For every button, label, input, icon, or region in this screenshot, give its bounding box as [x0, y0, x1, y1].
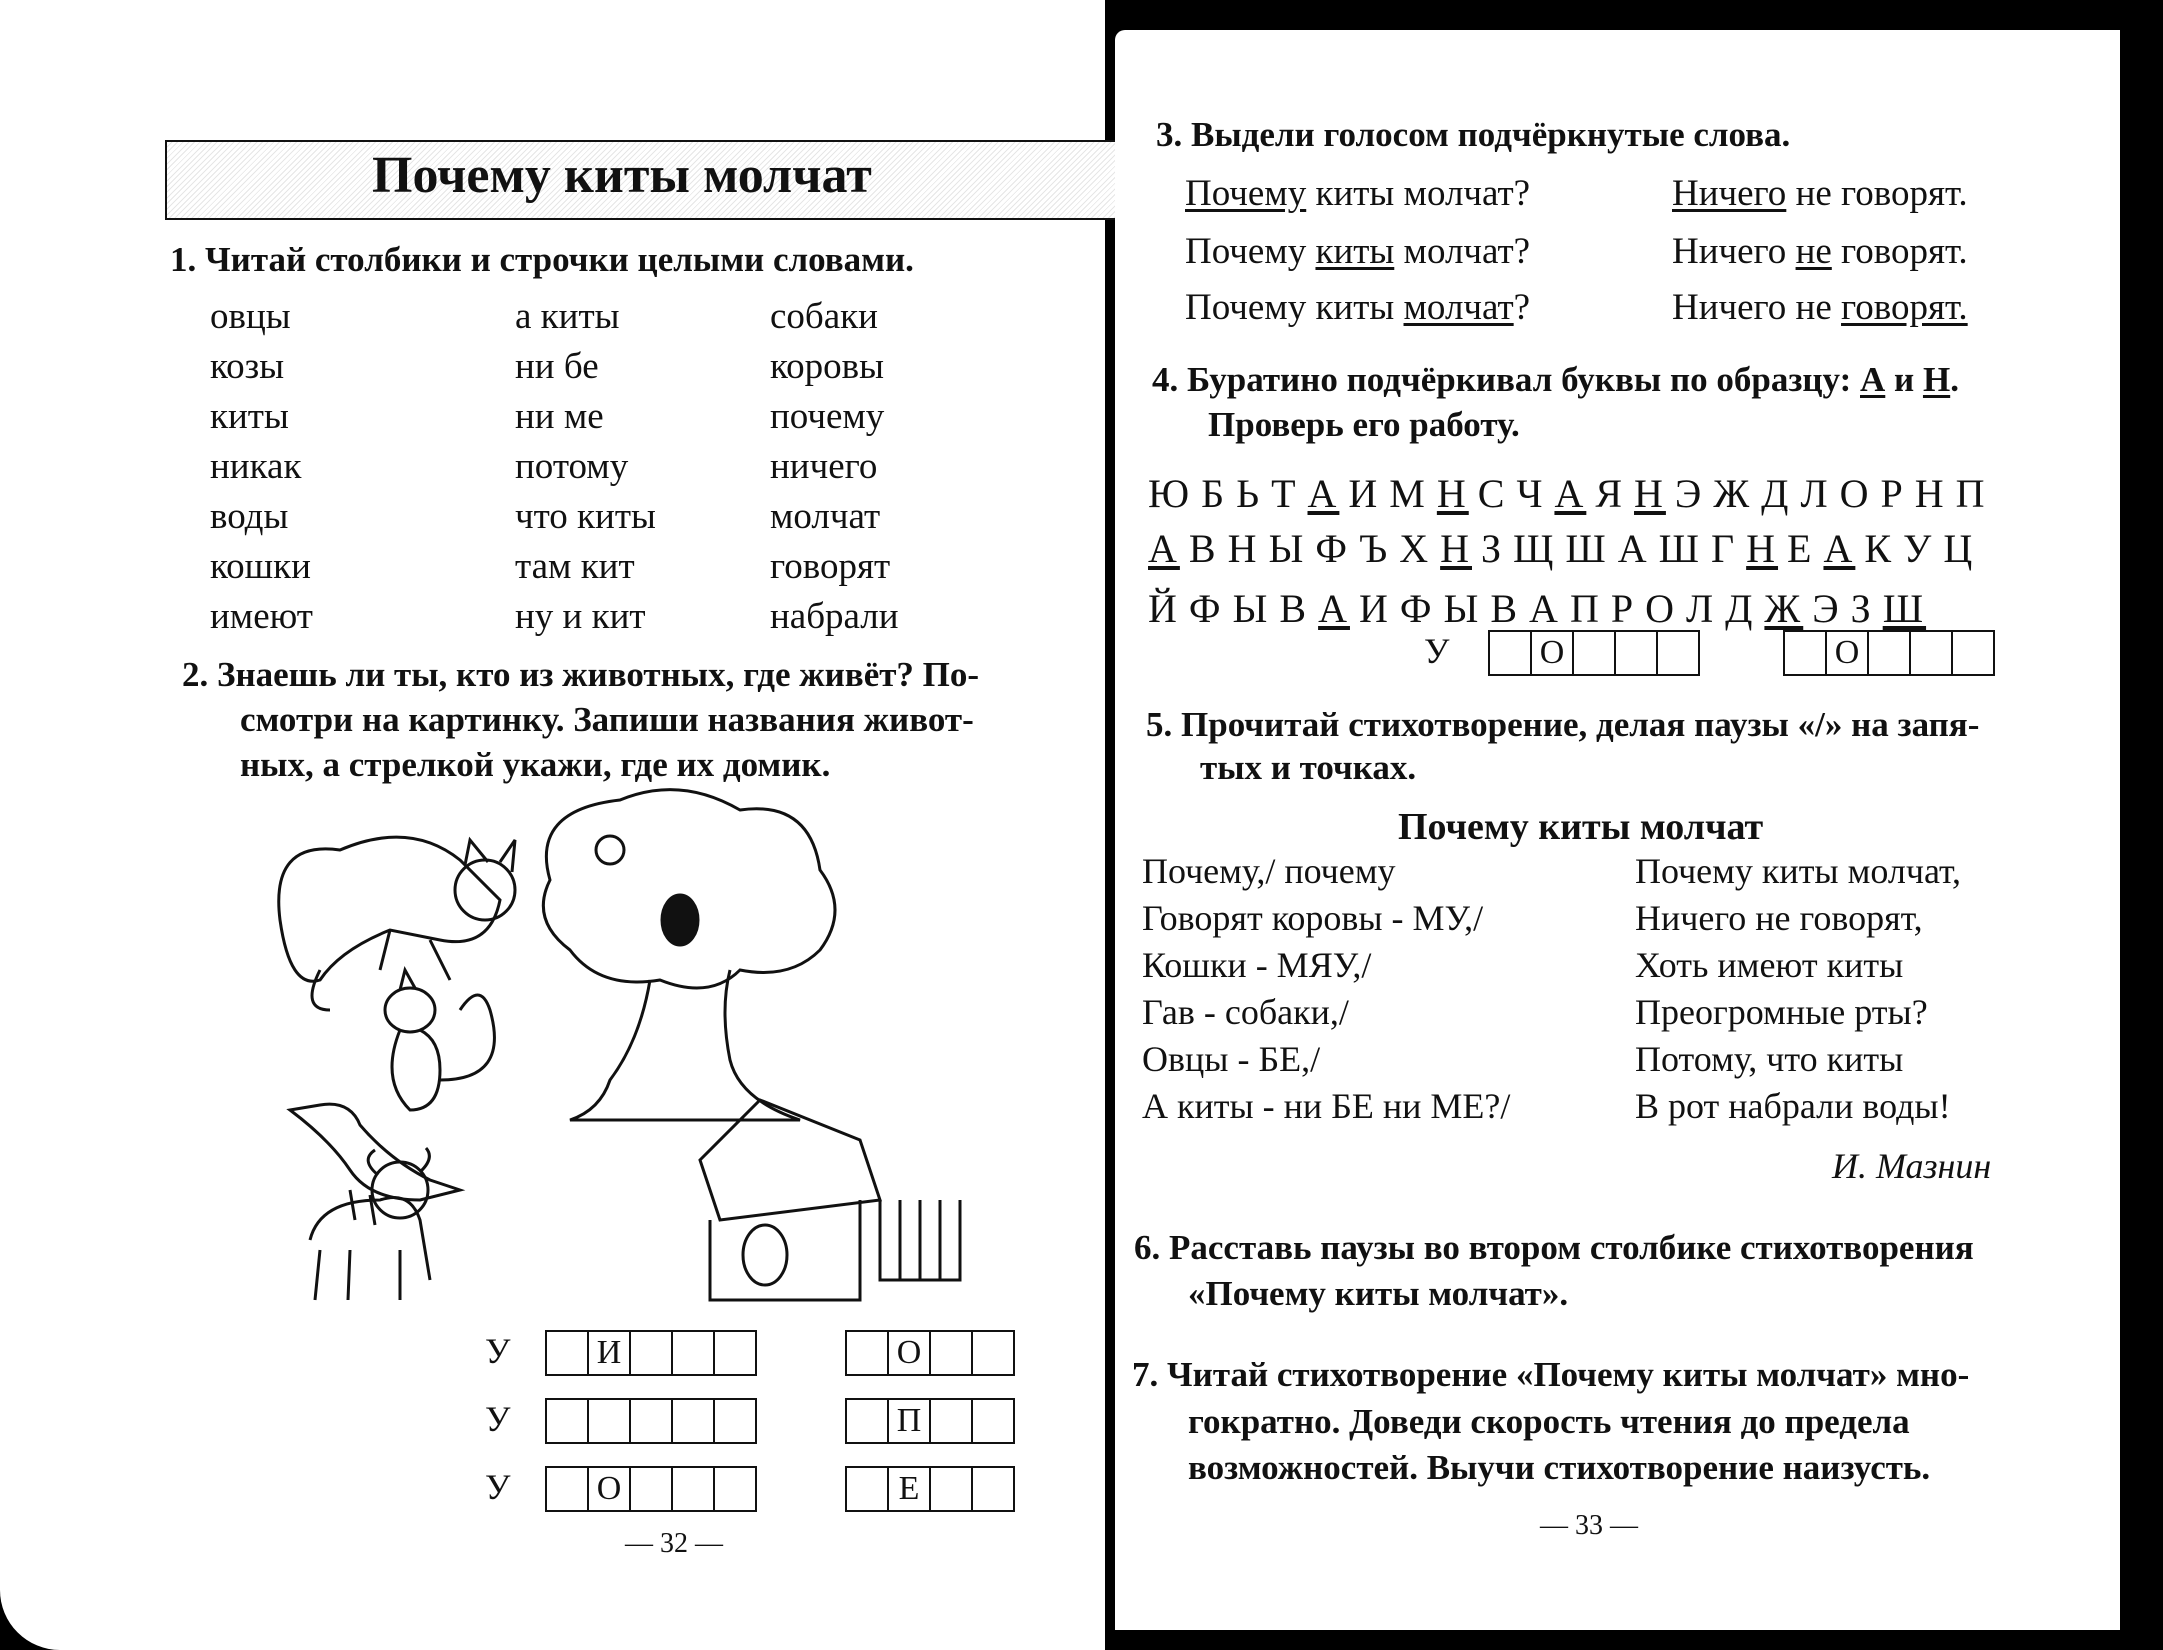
- poem-line: Ничего не говорят,: [1635, 898, 1923, 938]
- sentence-part: Ничего: [1672, 173, 1787, 214]
- task-3-answer: [1672, 286, 1968, 329]
- answer-boxes-right: [845, 1398, 1015, 1444]
- word-item: говорят: [770, 546, 891, 587]
- sample-letter-a: А: [1860, 360, 1886, 399]
- word-item: киты: [210, 396, 289, 437]
- word-item: коровы: [770, 346, 884, 387]
- poem-line: Преогромные рты?: [1635, 992, 1928, 1032]
- answer-cell: [589, 1398, 631, 1444]
- word-item: имеют: [210, 596, 313, 637]
- word-item: овцы: [210, 296, 291, 337]
- sentence-part: Ничего не: [1672, 287, 1842, 328]
- task-4-text: 4. Буратино подчёркивал буквы по образцу:: [1152, 360, 1852, 399]
- poem-line: Хоть имеют киты: [1635, 945, 1904, 985]
- word-item: ничего: [770, 446, 878, 487]
- word-item: что киты: [515, 496, 656, 537]
- poem-title: Почему киты молчат: [1398, 806, 1764, 848]
- task-7-line-3: возможностей. Выучи стихотворение наизусть.: [1188, 1448, 1931, 1487]
- answer-cell: О: [889, 1330, 931, 1376]
- answer-cell: П: [889, 1398, 931, 1444]
- word-item: молчат: [770, 496, 881, 537]
- word-item: кошки: [210, 546, 311, 587]
- sentence-part: Почему: [1185, 173, 1307, 214]
- task-4-line-2: Проверь его работу.: [1208, 405, 1520, 444]
- task-5-line-1: 5. Прочитай стихотворение, делая паузы «/» на запя-: [1146, 705, 1980, 744]
- task-5-line-2: тых и точках.: [1200, 748, 1417, 787]
- answer-boxes-left: [545, 1330, 757, 1376]
- answer-boxes-right: [845, 1330, 1015, 1376]
- tree-drawing: [543, 790, 835, 1120]
- sentence-part: не говорят.: [1786, 173, 1968, 214]
- word-item: почему: [770, 396, 885, 437]
- sentence-part: киты: [1315, 231, 1395, 272]
- sentence-part: говорят.: [1831, 231, 1968, 272]
- answer-prefix: У: [485, 1331, 511, 1371]
- answer-prefix: У: [485, 1467, 511, 1507]
- word-item: там кит: [515, 546, 635, 587]
- page-title: Почему киты молчат: [372, 147, 872, 204]
- answer-cell: О: [589, 1466, 631, 1512]
- answer-boxes-left: [545, 1398, 757, 1444]
- word-item: а киты: [515, 296, 620, 337]
- task-7-line-2: гократно. Доведи скорость чтения до предела: [1188, 1402, 1910, 1441]
- word-item: набрали: [770, 596, 899, 637]
- title-box: [165, 140, 1119, 220]
- task-4-and: и: [1894, 360, 1915, 399]
- poem-line: Почему киты молчат,: [1635, 851, 1962, 891]
- poem-line: Потому, что киты: [1635, 1039, 1904, 1079]
- task-3-question: [1185, 230, 1530, 273]
- sentence-part: Почему киты: [1185, 287, 1404, 328]
- answer-cell: И: [589, 1330, 631, 1376]
- task-4-line-1: 4. Буратино подчёркивал буквы по образцу: А и Н.: [1152, 360, 1959, 399]
- poem-line: Кошки - МЯУ,/: [1142, 945, 1372, 985]
- word-item: воды: [210, 496, 289, 537]
- word-item: потому: [515, 446, 629, 487]
- cat-drawing: [279, 837, 515, 1010]
- task-6-line-2: «Почему киты молчат».: [1188, 1274, 1569, 1313]
- poem-line: Гав - собаки,/: [1142, 992, 1349, 1032]
- letter-row: Й Ф Ы В А И Ф Ы В А П Р О Л Д Ж Э З Ш: [1148, 586, 1927, 631]
- task-2-line-2: смотри на картинку. Запиши названия живот-: [240, 700, 974, 739]
- answer-boxes-left: [545, 1466, 757, 1512]
- letter-row: Ю Б Ь Т А И М Н С Ч А Я Н Э Ж Д Л О Р Н П: [1148, 471, 1988, 516]
- answer-cell: О: [1532, 630, 1574, 676]
- page-number-right: — 33 —: [1540, 1510, 1638, 1541]
- task-3-question: [1185, 286, 1530, 329]
- poem-line: В рот набрали воды!: [1635, 1086, 1951, 1126]
- sentence-part: говорят.: [1841, 287, 1968, 328]
- poem-line: А киты - ни БЕ ни МЕ?/: [1142, 1086, 1511, 1126]
- task-2-line-1: 2. Знаешь ли ты, кто из животных, где живёт? По-: [182, 655, 980, 694]
- task-4-answer-boxes-1: [1488, 630, 1700, 676]
- task-3-question: [1185, 172, 1530, 215]
- animals-illustration: [260, 780, 1060, 1320]
- sentence-part: Почему: [1185, 231, 1316, 272]
- task-4-answer-boxes-2: [1783, 630, 1995, 676]
- task-7-line-1: 7. Читай стихотворение «Почему киты молчат» мно-: [1132, 1355, 1970, 1394]
- poem-line: Почему,/ почему: [1142, 851, 1396, 891]
- sentence-part: молчат: [1403, 287, 1514, 328]
- task-4-answer-prefix: У: [1424, 631, 1450, 671]
- sentence-part: киты молчат?: [1306, 173, 1531, 214]
- squirrel-drawing: [385, 970, 494, 1110]
- word-item: ну и кит: [515, 596, 646, 637]
- sentence-part: молчат?: [1394, 231, 1531, 272]
- answer-cell: О: [1827, 630, 1869, 676]
- word-item: собаки: [770, 296, 878, 337]
- poem-author: И. Мазнин: [1832, 1146, 1992, 1186]
- letter-row: А В Н Ы Ф Ъ Х Н З Щ Ш А Ш Г Н Е А К У Ц: [1148, 526, 1976, 571]
- page-number-left: — 32 —: [625, 1528, 723, 1559]
- doghouse-drawing: [700, 1100, 960, 1300]
- task-2-line-3: ных, а стрелкой укажи, где их домик.: [240, 745, 831, 784]
- task-1: 1. Читай столбики и строчки целыми словами.: [170, 240, 914, 279]
- word-item: козы: [210, 346, 285, 387]
- word-item: ни бе: [515, 346, 599, 387]
- magpie-drawing: [290, 1104, 460, 1225]
- answer-prefix: У: [485, 1399, 511, 1439]
- task-6-line-1: 6. Расставь паузы во втором столбике стихотворения: [1134, 1228, 1974, 1267]
- sentence-part: Ничего: [1672, 231, 1796, 272]
- sentence-part: не: [1795, 231, 1832, 272]
- poem-line: Говорят коровы - МУ,/: [1142, 898, 1484, 938]
- poem-line: Овцы - БЕ,/: [1142, 1039, 1321, 1079]
- task-3-answer: [1672, 230, 1968, 273]
- word-item: никак: [210, 446, 302, 487]
- answer-boxes-right: [845, 1466, 1015, 1512]
- task-3-answer: [1672, 172, 1968, 215]
- sample-letter-n: Н: [1922, 360, 1951, 399]
- word-item: ни ме: [515, 396, 604, 437]
- sentence-part: ?: [1513, 287, 1531, 328]
- answer-cell: Е: [889, 1466, 931, 1512]
- task-3: 3. Выдели голосом подчёркнутые слова.: [1156, 115, 1791, 154]
